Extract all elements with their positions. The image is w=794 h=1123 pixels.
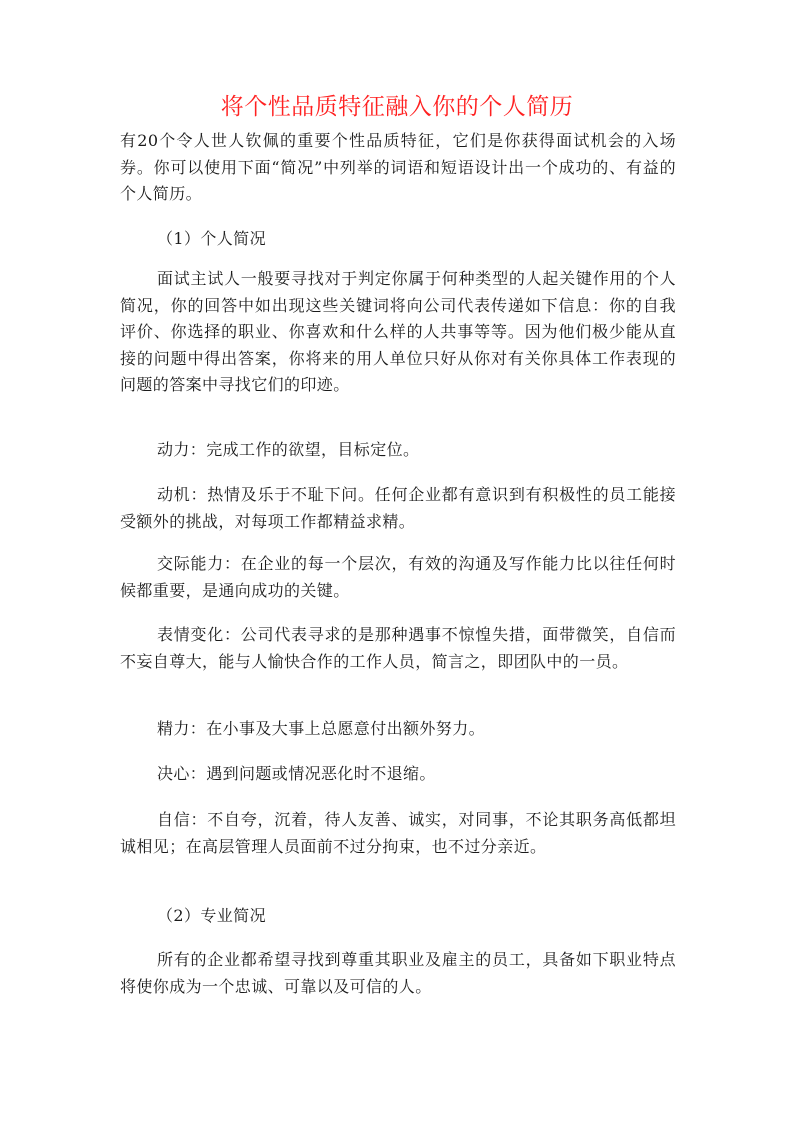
item-biaoqing: 表情变化：公司代表寻求的是那种遇事不惊惶失措，面带微笑，自信而不妄自尊大，能与人愉快合作的工作人员，简言之，即团队中的一员。 [120,625,676,671]
item-juexin: 决心：遇到问题或情况恶化时不退缩。 [157,764,436,783]
item-jingli: 精力：在小事及大事上总愿意付出额外努力。 [157,719,486,738]
section-1-heading: （1）个人简况 [157,229,266,248]
intro-paragraph: 有20个令人世人钦佩的重要个性品质特征，它们是你获得面试机会的入场券。你可以使用下面“简况”中列举的词语和短语设计出一个成功的、有益的个人简历。 [120,131,676,203]
item-jiaoji: 交际能力：在企业的每一个层次，有效的沟通及写作能力比以往任何时候都重要，是通向成功的关键。 [120,554,676,600]
item-dongli: 动力：完成工作的欲望，目标定位。 [157,440,420,459]
section-1-paragraph: 面试主试人一般要寻找对于判定你属于何种类型的人起关键作用的个人简况，你的回答中如出现这些关键词将向公司代表传递如下信息：你的自我评价、你选择的职业、你喜欢和什么样的人共事等等。因为他们极少能从直接的问题中得出答案，你将来的用人单位只好从你对有关你具体工作表现的问题的答案中寻找它们的印迹。 [120,269,676,394]
document-title: 将个性品质特征融入你的个人简历 [220,94,574,120]
section-2-paragraph: 所有的企业都希望寻找到尊重其职业及雇主的员工，具备如下职业特点将使你成为一个忠诚、可靠以及可信的人。 [120,950,676,996]
item-dongji: 动机：热情及乐于不耻下问。任何企业都有意识到有积极性的员工能接受额外的挑战，对每项工作都精益求精。 [120,485,676,531]
section-2-heading: （2）专业简况 [157,906,266,925]
item-zixin: 自信：不自夸，沉着，待人友善、诚实，对同事，不论其职务高低都坦诚相见；在高层管理人员面前不过分拘束，也不过分亲近。 [120,810,676,856]
